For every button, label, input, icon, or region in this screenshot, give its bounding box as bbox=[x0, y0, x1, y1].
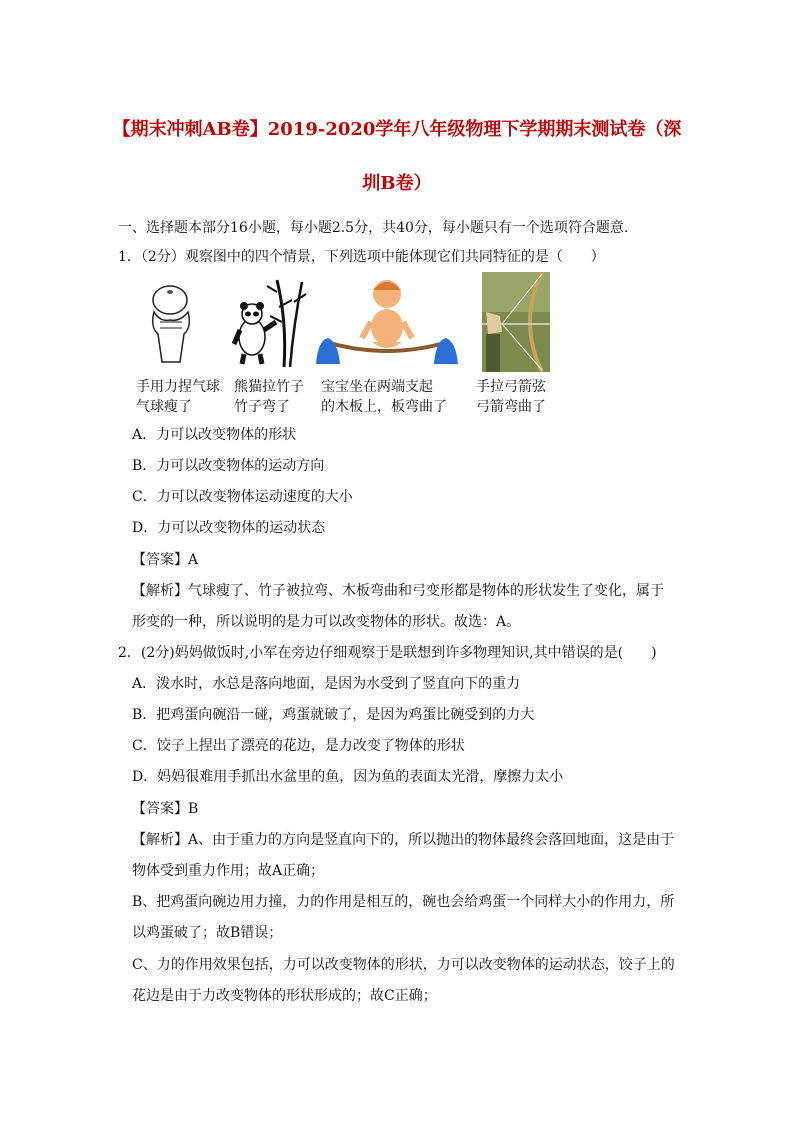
q2-analysis-line: 花边是由于力改变物体的形状形成的；故C正确； bbox=[132, 988, 437, 1004]
q1-option-c: C．力可以改变物体运动速度的大小 bbox=[132, 489, 353, 505]
q1-option-d: D．力可以改变物体的运动状态 bbox=[132, 520, 326, 536]
baby-plank-figure bbox=[314, 272, 460, 372]
q2-analysis-line: C、力的作用效果包括，力可以改变物体的形状，力可以改变物体的运动状态，饺子上的 bbox=[132, 957, 675, 973]
q2-option-a: A．泼水时，水总是落向地面，是因为水受到了竖直向下的重力 bbox=[132, 676, 521, 692]
figure-caption-2: 熊猫拉竹子 竹子弯了 bbox=[234, 379, 304, 415]
q2-analysis-line: 以鸡蛋破了；故B错误； bbox=[132, 925, 283, 941]
q2-stem: 2．(2分)妈妈做饭时,小军在旁边仔细观察于是联想到许多物理知识,其中错误的是( ) bbox=[118, 645, 657, 661]
q2-analysis-line: B、把鸡蛋向碗边用力撞，力的作用是相互的，碗也会给鸡蛋一个同样大小的作用力，所 bbox=[132, 894, 675, 910]
q1-analysis-line: 形变的一种，所以说明的是力可以改变物体的形状。故选：A。 bbox=[132, 614, 521, 630]
q2-answer: 【答案】B bbox=[132, 801, 199, 817]
q1-stem: 1．（2分）观察图中的四个情景，下列选项中能体现它们共同特征的是（ ） bbox=[118, 249, 605, 265]
page-title: 【期末冲刺AB卷】2019-2020学年八年级物理下学期期末测试卷（深圳B卷） bbox=[112, 119, 682, 194]
q2-option-d: D．妈妈很难用手抓出水盆里的鱼，因为鱼的表面太光滑，摩擦力太小 bbox=[132, 769, 564, 785]
figure-caption-4: 手拉弓箭弦 弓箭弯曲了 bbox=[476, 379, 546, 415]
q2-analysis-line: 【解析】A、由于重力的方向是竖直向下的，所以抛出的物体最终会落回地面，这是由于 bbox=[132, 832, 675, 848]
q2-option-c: C．饺子上捏出了漂亮的花边，是力改变了物体的形状 bbox=[132, 738, 465, 754]
q1-analysis-line: 【解析】气球瘦了、竹子被拉弯、木板弯曲和弓变形都是物体的形状发生了变化，属于 bbox=[132, 583, 664, 599]
section-heading: 一、选择题本部分16小题，每小题2.5分，共40分，每小题只有一个选项符合题意. bbox=[118, 220, 629, 236]
q1-option-a: A．力可以改变物体的形状 bbox=[132, 427, 297, 443]
archer-bow-figure bbox=[482, 272, 550, 372]
q1-answer: 【答案】A bbox=[132, 552, 199, 568]
figure-caption-3: 宝宝坐在两端支起 的木板上，板弯曲了 bbox=[321, 379, 447, 415]
balloon-hand-figure bbox=[140, 272, 204, 372]
figure-caption-1: 手用力捏气球 气球瘦了 bbox=[136, 379, 220, 415]
q2-option-b: B．把鸡蛋向碗沿一碰，鸡蛋就破了，是因为鸡蛋比碗受到的力大 bbox=[132, 707, 535, 723]
panda-bamboo-figure bbox=[232, 272, 310, 372]
q1-option-b: B．力可以改变物体的运动方向 bbox=[132, 458, 325, 474]
q2-analysis-line: 物体受到重力作用；故A正确； bbox=[132, 863, 325, 879]
